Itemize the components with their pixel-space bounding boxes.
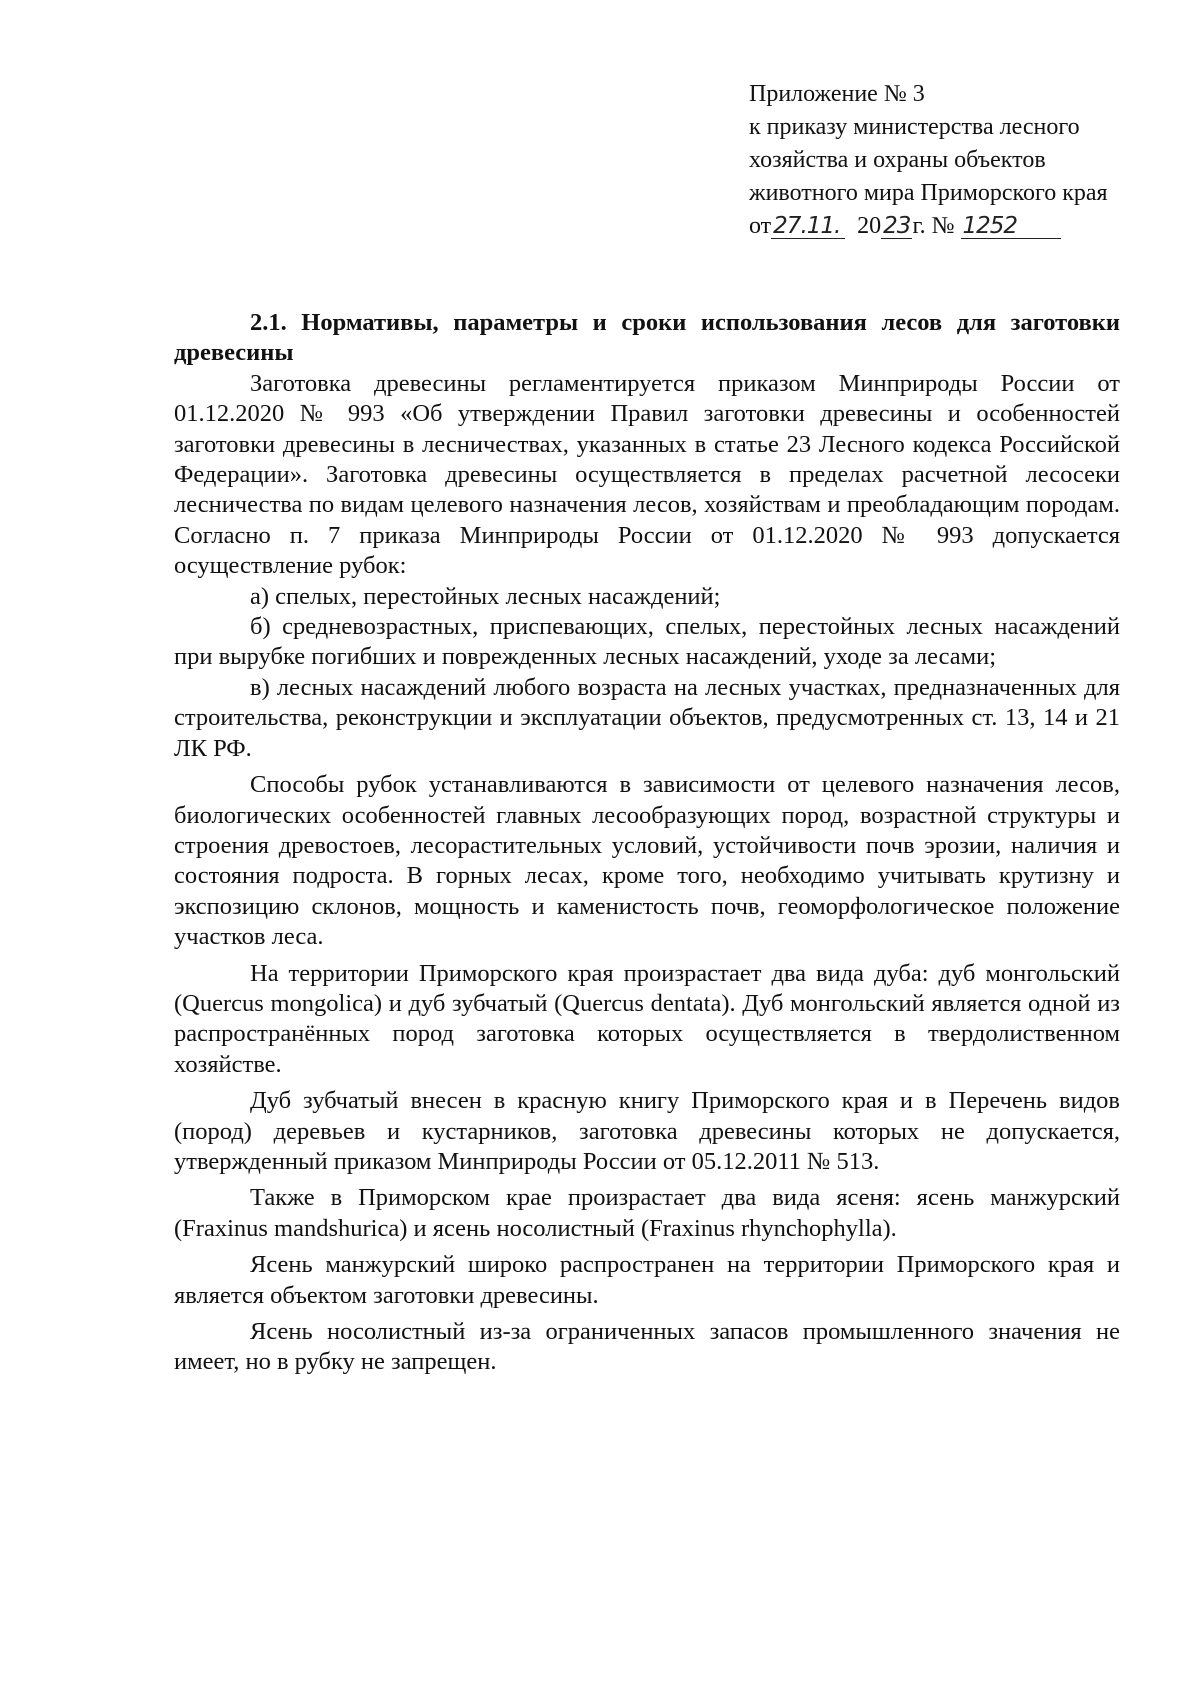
annex-order-ref: к приказу министерства лесного <box>749 114 1080 140</box>
annex-ministry-line: хозяйства и охраны объектов <box>749 147 1046 173</box>
paragraph: На территории Приморского края произрастает два вида дуба: дуб монгольский (Quercus mongolica) и дуб зубчатый (Quercus dentata). Дуб монгольский является одной из распространённых пород заготовка которых осуществляется в твердолиственном хозяйстве. <box>174 959 1120 1078</box>
paragraph: Ясень носолистный из-за ограниченных запасов промышленного значения не имеет, но в рубку не запрещен. <box>174 1318 1120 1376</box>
year-prefix: 20 <box>857 213 882 239</box>
paragraph: Способы рубок устанавливаются в зависимости от целевого назначения лесов, биологических особенностей главных лесообразующих пород, возрастной структуры и строения древостоев, лесорастительных условий, устойчивости почв эрозии, наличия и состояния подроста. В горных лесах, кроме того, необходимо учитывать крутизну и экспозицию склонов, мощность и каменистость почв, геоморфологическое положение участков леса. <box>174 771 1120 951</box>
year-suffix: г. № <box>912 213 955 239</box>
list-item-c: в) лесных насаждений любого возраста на лесных участках, предназначенных для строительства, реконструкции и эксплуатации объектов, предусмотренных ст. 13, 14 и 21 ЛК РФ. <box>174 673 1120 762</box>
section-heading: 2.1. Нормативы, параметры и сроки использования лесов для заготовки древесины <box>174 309 1120 367</box>
handwritten-year: 23 <box>883 213 911 239</box>
paragraph: Дуб зубчатый внесен в красную книгу Приморского края и в Перечень видов (пород) деревьев и кустарников, заготовка древесины которых не допускается, утвержденный приказом Минприроды России от 05.12.2011 № 513. <box>174 1087 1120 1175</box>
paragraph: Заготовка древесины регламентируется приказом Минприроды России от 01.12.2020 № 993 «Об утверждении Правил заготовки древесины и особенностей заготовки древесины в лесничествах, указанных в статье 23 Лесного кодекса Российской Федерации». Заготовка древесины осуществляется в пределах расчетной лесосеки лесничества по видам целевого назначения лесов, хозяйствам и преобладающим породам. Согласно п. 7 приказа Минприроды России от 01.12.2020 № 993 допускается осуществление рубок: <box>174 369 1120 580</box>
annex-header <box>749 78 1149 243</box>
list-item-a: а) спелых, перестойных лесных насаждений; <box>250 582 721 610</box>
annex-region-line: животного мира Приморского края <box>749 180 1108 206</box>
handwritten-date: 27.11. <box>771 214 845 239</box>
handwritten-order-number: 1252 <box>961 214 1061 239</box>
annex-title: Приложение № 3 <box>749 81 925 107</box>
paragraph: Ясень манжурский широко распространен на территории Приморского края и является объектом заготовки древесины. <box>174 1251 1120 1309</box>
annex-date-line <box>749 210 1149 243</box>
date-prefix: от <box>749 213 772 239</box>
paragraph: Также в Приморском крае произрастает два вида ясеня: ясень манжурский (Fraxinus mandshurica) и ясень носолистный (Fraxinus rhynchophylla). <box>174 1184 1120 1242</box>
section-body <box>174 308 1120 1378</box>
list-item-b: б) средневозрастных, приспевающих, спелых, перестойных лесных насаждений при вырубке погибших и поврежденных лесных насаждений, уходе за лесами; <box>174 613 1120 671</box>
